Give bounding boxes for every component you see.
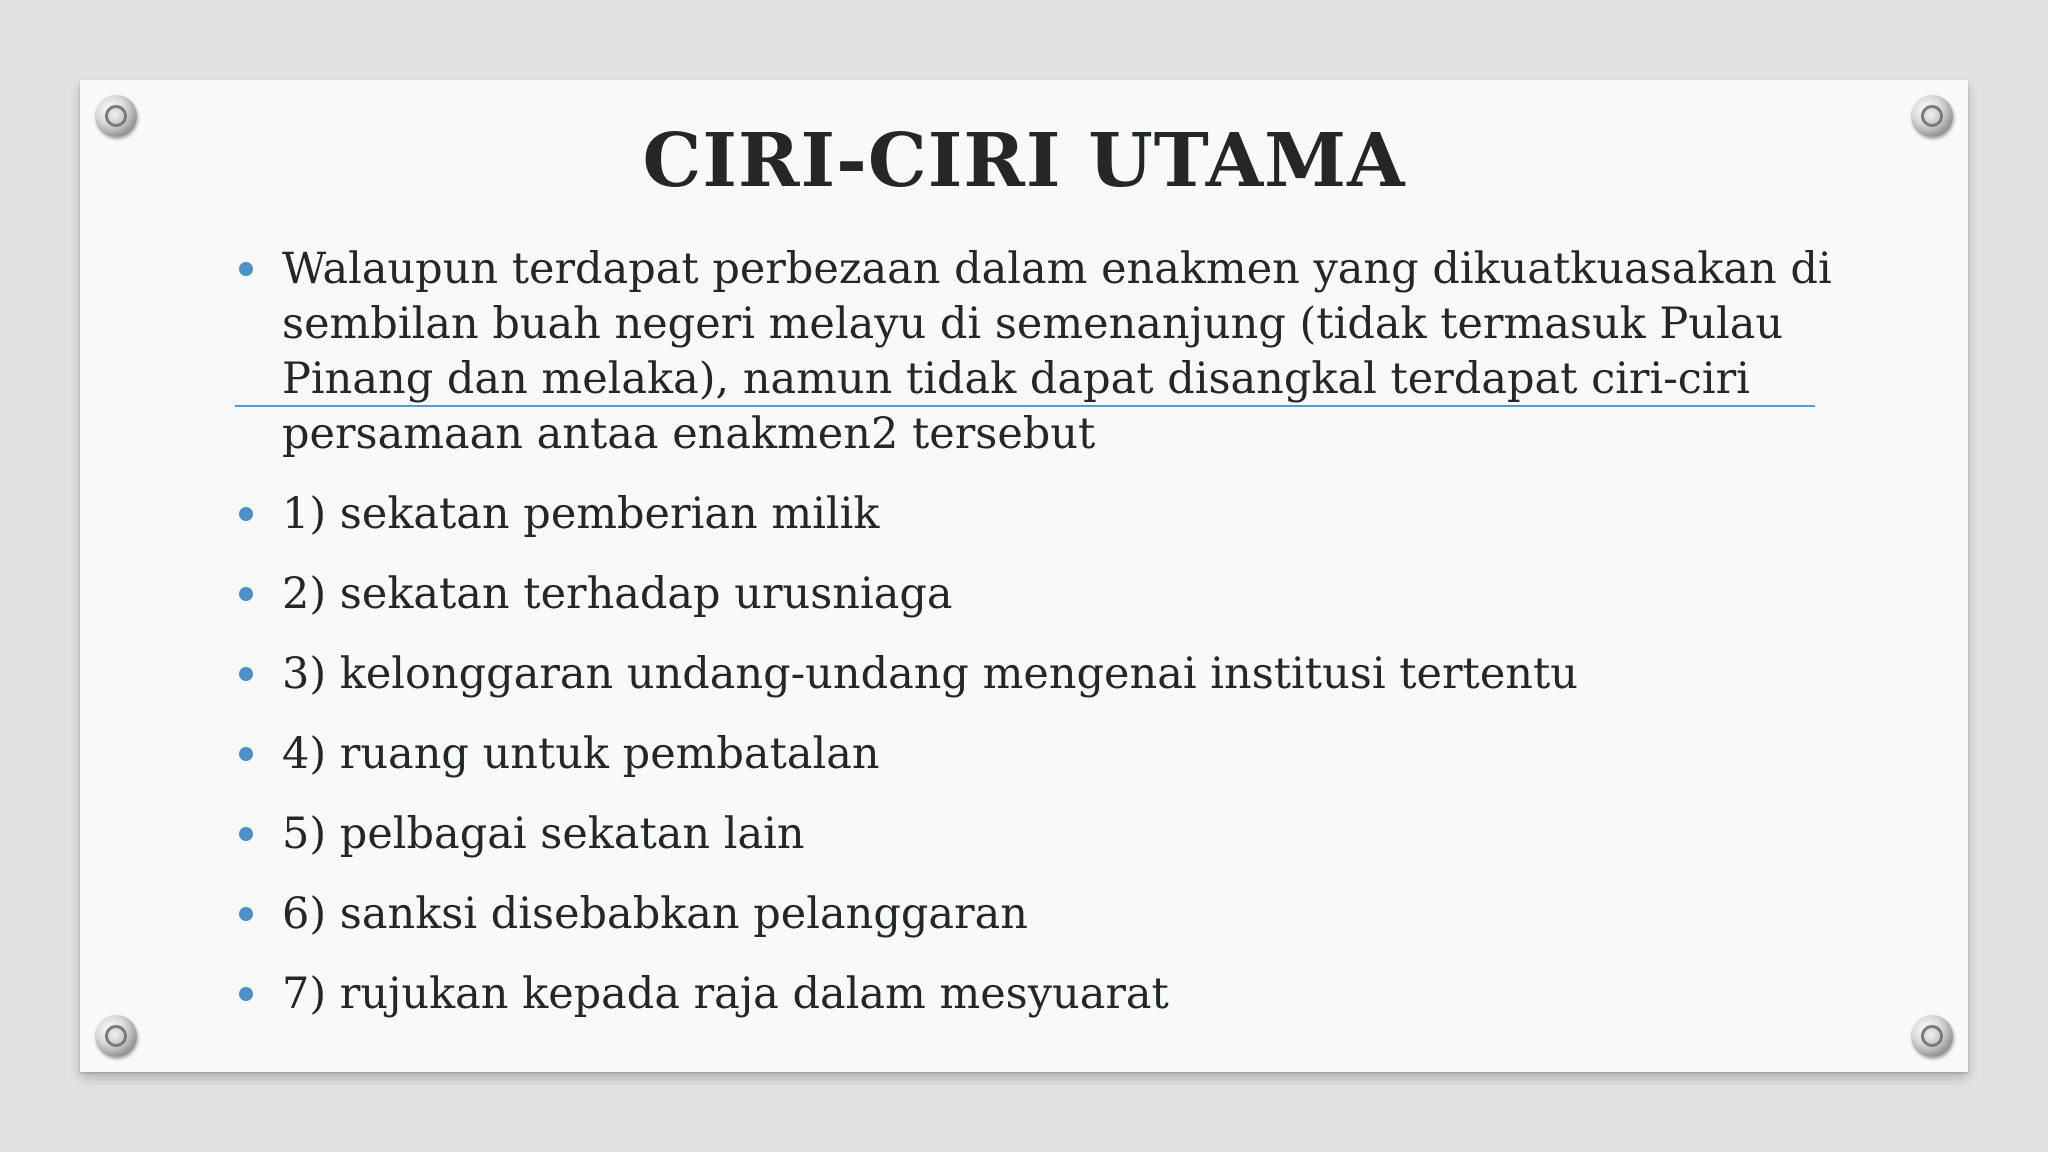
bullet-dot-icon (239, 507, 253, 521)
bullet-item-1 (235, 487, 1835, 542)
bullet-dot-icon (239, 987, 253, 1001)
bullet-dot-icon (239, 747, 253, 761)
slide-card (80, 80, 1968, 1072)
bullet-item-3 (235, 647, 1835, 702)
bullet-list (235, 242, 1835, 1047)
bullet-text: 1) sekatan pemberian milik (282, 489, 880, 539)
bullet-item-4 (235, 727, 1835, 782)
screw-icon (95, 1015, 137, 1057)
bullet-dot-icon (239, 907, 253, 921)
bullet-item-2 (235, 567, 1835, 622)
bullet-text: 2) sekatan terhadap urusniaga (282, 569, 953, 619)
bullet-text: 4) ruang untuk pembatalan (282, 729, 880, 779)
bullet-dot-icon (239, 587, 253, 601)
bullet-text: 7) rujukan kepada raja dalam mesyuarat (282, 969, 1169, 1019)
bullet-item-intro (235, 242, 1835, 462)
bullet-dot-icon (239, 667, 253, 681)
bullet-text: 3) kelonggaran undang-undang mengenai institusi tertentu (282, 649, 1578, 699)
bullet-item-6 (235, 887, 1835, 942)
bullet-item-5 (235, 807, 1835, 862)
slide-title: CIRI-CIRI UTAMA (642, 118, 1406, 204)
bullet-text: Walaupun terdapat perbezaan dalam enakmen yang dikuatkuasakan di sembilan buah negeri melayu di semenanjung (tidak termasuk Pulau Pinang dan melaka), namun tidak dapat disangkal terdapat ciri-ciri persamaan antaa enakmen2 tersebut (282, 244, 1832, 459)
bullet-text: 6) sanksi disebabkan pelanggaran (282, 889, 1028, 939)
bullet-dot-icon (239, 827, 253, 841)
screw-icon (1911, 1015, 1953, 1057)
bullet-item-7 (235, 967, 1835, 1022)
bullet-dot-icon (239, 262, 253, 276)
bullet-text: 5) pelbagai sekatan lain (282, 809, 805, 859)
